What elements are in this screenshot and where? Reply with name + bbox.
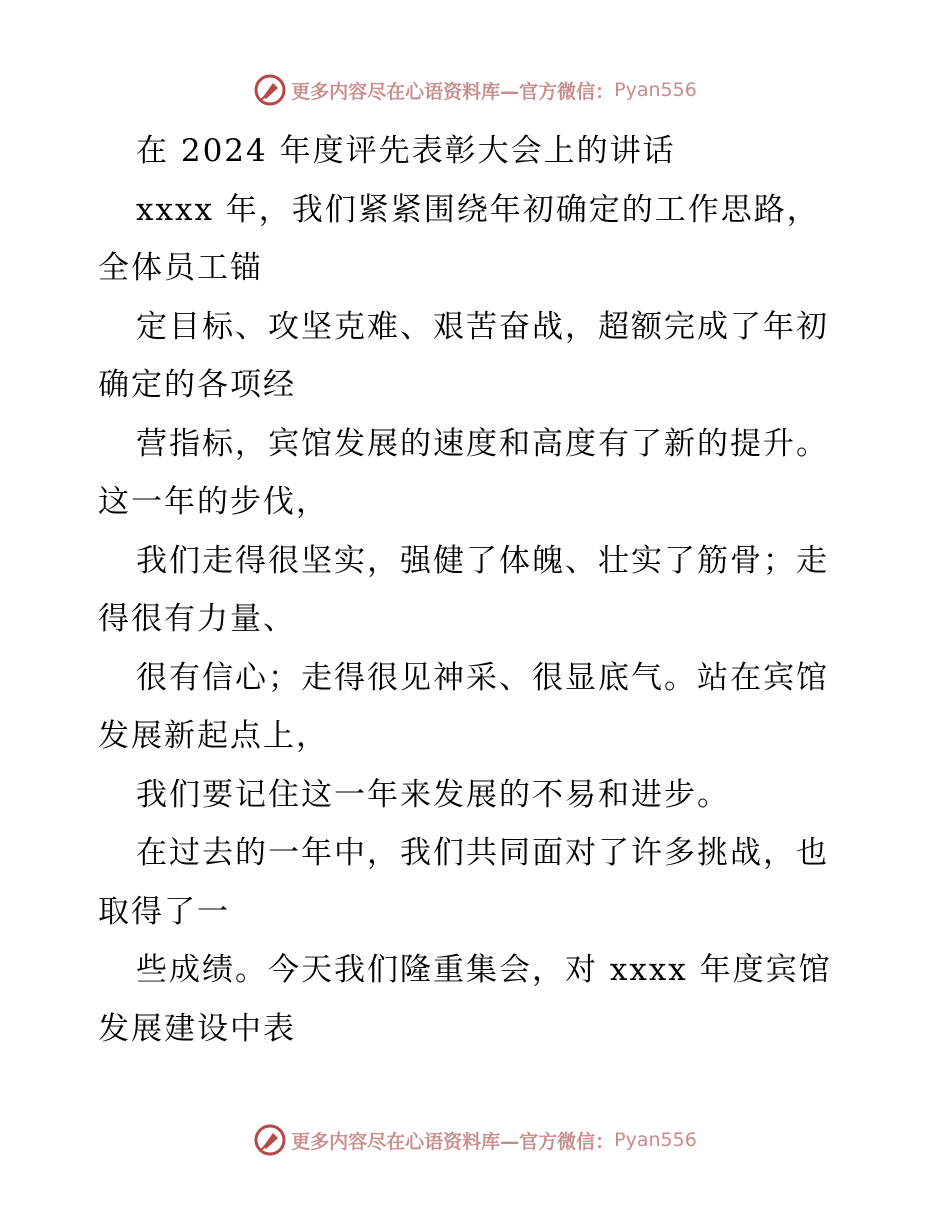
text-line: 取得了一 <box>98 893 230 930</box>
text-line: 确定的各项经 <box>98 367 296 403</box>
text-line: 全体员工锚 <box>98 250 263 286</box>
text-line: 发展建设中表 <box>98 1010 296 1047</box>
text-line: 这一年的步伐， <box>98 484 329 520</box>
header-banner <box>0 70 950 110</box>
pen-nib-logo-icon <box>253 73 287 107</box>
text-line: 很有信心；走得很见神采、很显底气。站在宾馆 <box>136 659 829 696</box>
pen-nib-logo-icon <box>253 1123 287 1157</box>
text-line: 在过去的一年中，我们共同面对了许多挑战，也 <box>136 835 829 871</box>
text-line: 发展新起点上， <box>98 718 329 754</box>
document-body <box>98 122 858 1058</box>
text-line: 营指标，宾馆发展的速度和高度有了新的提升。 <box>136 425 829 462</box>
text-line: 些成绩。今天我们隆重集会，对 xxxx 年度宾馆 <box>136 952 832 988</box>
text-line: 定目标、攻坚克难、艰苦奋战，超额完成了年初 <box>136 308 829 345</box>
text-line: 得很有力量、 <box>98 601 296 637</box>
banner-text: 更多内容尽在心语资料库—官方微信： <box>291 80 615 103</box>
text-line: 我们要记住这一年来发展的不易和进步。 <box>136 776 730 813</box>
banner-wechat-id: Pyan556 <box>614 1129 697 1151</box>
text-line: xxxx 年，我们紧紧围绕年初确定的工作思路， <box>136 191 820 228</box>
footer-banner <box>0 1120 950 1160</box>
text-line: 我们走得很坚实，强健了体魄、壮实了筋骨；走 <box>136 542 829 579</box>
banner-text: 更多内容尽在心语资料库—官方微信： <box>291 1130 615 1153</box>
text-line: 在 2024 年度评先表彰大会上的讲话 <box>136 133 676 169</box>
banner-wechat-id: Pyan556 <box>614 79 697 101</box>
